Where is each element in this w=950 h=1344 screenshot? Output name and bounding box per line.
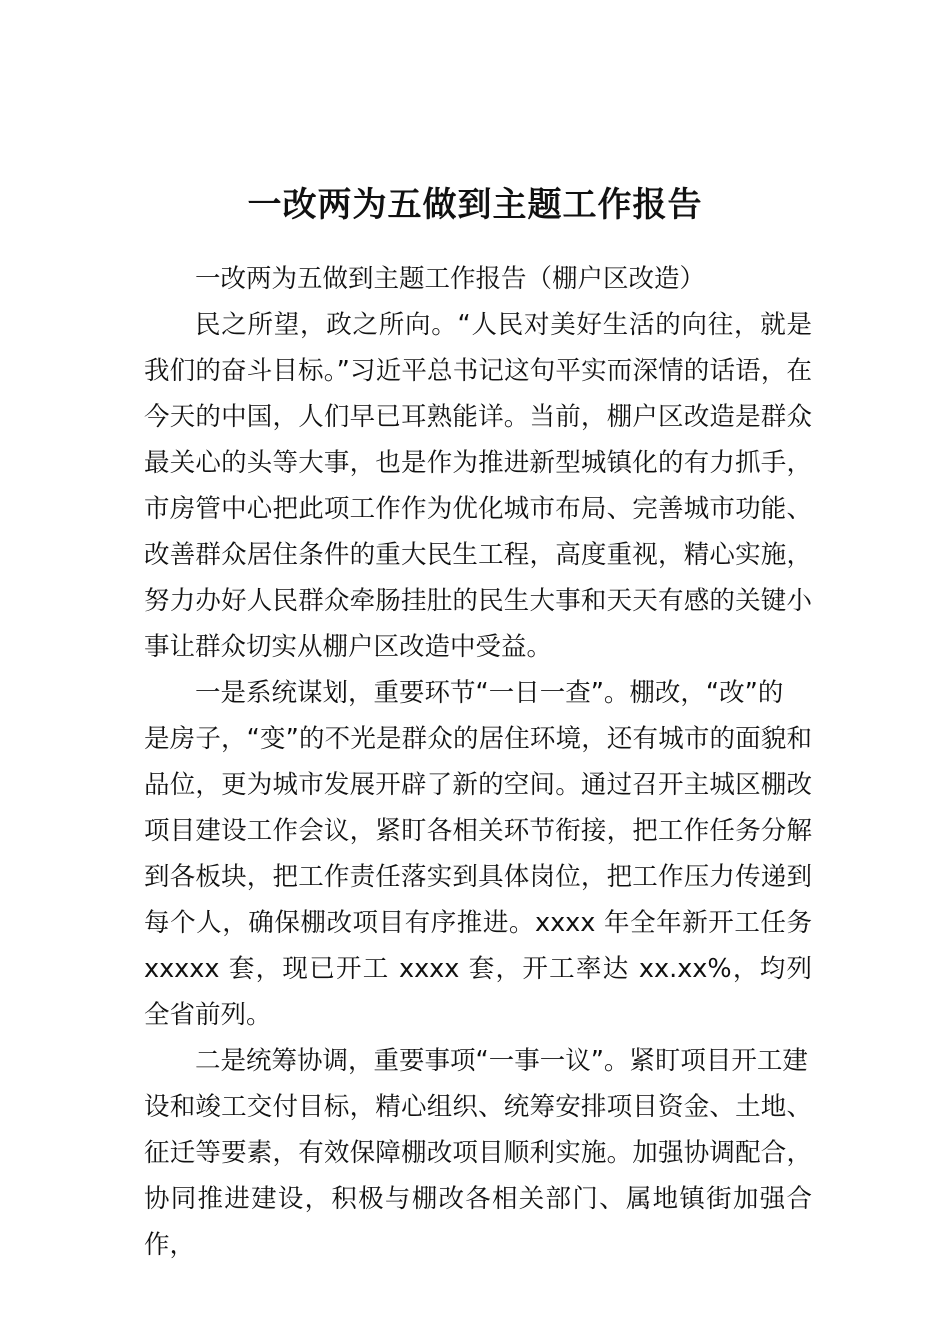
paragraph-point-one-body: 是房子，“变”的不光是群众的居住环境，还有城市的面貌和品位，更为城市发展开辟了新的空间。通过召开主城区棚改项目建设工作会议，紧盯各相关环节衔接，把工作任务分解到各板块，把工作责任落实到具体岗位，把工作压力传递到每个人，确保棚改项目有序推进。xxxx 年全年新开工任务 xxxxx 套，现已开工 xxxx 套，开工率达 xx.xx%，均列全省前列。	[144, 724, 812, 1030]
paragraph-point-one-heading: 一是系统谋划，重要环节“一日一查”。棚改，“改”的	[195, 678, 784, 708]
paragraph-point-two-body: 设和竣工交付目标，精心组织、统筹安排项目资金、土地、征迁等要素，有效保障棚改项目顺利实施。加强协调配合，协同推进建设，积极与棚改各相关部门、属地镇街加强合作，	[144, 1092, 812, 1260]
paragraph-point-two-heading: 二是统筹协调，重要事项“一事一议”。紧盯项目开工建	[195, 1046, 808, 1076]
paragraph-subtitle: 一改两为五做到主题工作报告（棚户区改造）	[195, 264, 706, 294]
document-body	[144, 256, 812, 1268]
paragraph-intro: 民之所望，政之所向。“人民对美好生活的向往，就是我们的奋斗目标。”习近平总书记这句平实而深情的话语，在今天的中国，人们早已耳熟能详。当前，棚户区改造是群众最关心的头等大事，也是作为推进新型城镇化的有力抓手，市房管中心把此项工作作为优化城市布局、完善城市功能、改善群众居住条件的重大民生工程，高度重视，精心实施，努力办好人民群众牵肠挂肚的民生大事和天天有感的关键小事让群众切实从棚户区改造中受益。	[144, 310, 812, 662]
document-title: 一改两为五做到主题工作报告	[247, 185, 703, 225]
